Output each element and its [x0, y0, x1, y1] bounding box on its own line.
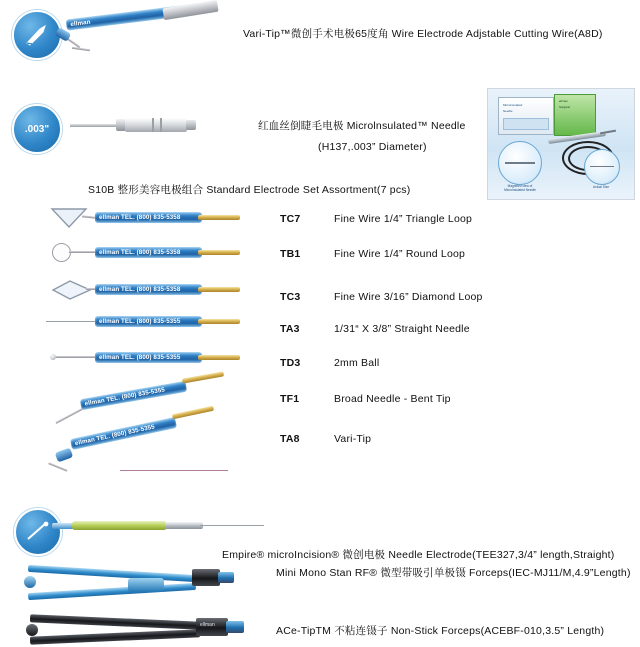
package-box-sub: Needle [503, 109, 513, 113]
package-green-title: ellman [559, 99, 568, 103]
tf1-bent-tip [55, 408, 82, 423]
needle-diameter-label: .003" [24, 123, 50, 135]
empire-base [52, 523, 74, 529]
td3-gold-tip [198, 355, 240, 360]
needle-end [186, 120, 196, 130]
needle-ring-2 [160, 118, 162, 132]
tc3-code: TC3 [280, 291, 301, 303]
tc3-handle-text: ellman TEL. (800) 835-5358 [99, 286, 181, 293]
actual-size-circle [584, 149, 620, 185]
ta3-needle [46, 321, 98, 322]
empire-caption: Empire® microIncision® 微创电极 Needle Electrode(TEE327,3/4” length,Straight) [222, 549, 615, 561]
tb1-gold-tip [198, 250, 240, 255]
ta3-gold-tip [198, 319, 240, 324]
tc7-code: TC7 [280, 213, 301, 225]
needle-diameter-badge [12, 104, 62, 154]
handle-text: ellman [70, 18, 91, 29]
vari-tip-badge [12, 10, 62, 60]
td3-handle-text: ellman TEL. (800) 835-5355 [99, 354, 181, 361]
td3-handle [95, 352, 202, 363]
triangle-loop-shape [48, 206, 90, 235]
vari-tip-caption: Vari-Tip™微创手术电极65度角 Wire Electrode Adjstable Cutting Wire(A8D) [243, 28, 603, 40]
needle-ring-1 [152, 118, 154, 132]
empire-collar [165, 522, 203, 529]
forceps-suction-port [128, 578, 164, 592]
package-photo [487, 88, 635, 200]
needle-caption-sub: (H137,.003” Diameter) [318, 141, 427, 153]
ace-connector-blue [226, 621, 244, 633]
tb1-handle [95, 247, 202, 258]
td3-code: TD3 [280, 357, 301, 369]
tc3-description: Fine Wire 3/16” Diamond Loop [334, 291, 483, 303]
td3-description: 2mm Ball [334, 357, 380, 369]
package-box-window [503, 118, 549, 130]
package-box-title: Microlnsulated [503, 103, 523, 107]
diamond-loop-shape [50, 278, 94, 307]
actual-size-caption: Actual Size [593, 185, 609, 189]
tf1-handle [80, 381, 187, 410]
needle-body [125, 118, 187, 132]
tb1-handle-text: ellman TEL. (800) 835-5358 [99, 249, 181, 256]
td3-wire [56, 356, 98, 358]
forceps-arm-lower [28, 583, 196, 600]
ace-tip-caption: ACe-TipTM 不粘连镊子 Non-Stick Forceps(ACEBF-010,3.5” Length) [276, 625, 605, 637]
ta3-handle [95, 316, 202, 327]
tb1-wire [69, 251, 97, 253]
ta3-handle-text: ellman TEL. (800) 835-5355 [99, 318, 181, 325]
empire-needle-shaft [200, 525, 264, 526]
magnified-caption: Magnified view of MicroInsulated Needle [504, 184, 536, 193]
tf1-code: TF1 [280, 393, 300, 405]
forceps-connector-black [192, 569, 220, 586]
mini-mono-caption: Mini Mono Stan RF® 微型带吸引单极镊 Forceps(IEC-MJ11/M,4.9”Length) [276, 567, 631, 579]
tc3-gold-tip [198, 287, 240, 292]
forceps-connector-blue [218, 572, 234, 583]
ace-arm-lower [30, 629, 200, 644]
needle-icon [25, 519, 51, 545]
tc3-handle [95, 284, 202, 295]
scalpel-icon [23, 21, 51, 49]
tc7-gold-tip [198, 215, 240, 220]
ace-hinge [26, 624, 38, 636]
ta8-wire [48, 462, 67, 471]
ta8-handle-text: ellman TEL. (800) 835-5355 [74, 423, 156, 448]
needle-shaft [70, 124, 118, 127]
magnified-needle [505, 162, 535, 164]
ta3-description: 1/31“ X 3/8” Straight Needle [334, 323, 470, 335]
package-box [498, 97, 554, 135]
tc7-handle-text: ellman TEL. (800) 835-5358 [99, 214, 181, 221]
ta8-description: Vari-Tip [334, 433, 372, 445]
round-loop-shape [52, 243, 71, 262]
tf1-gold-tip [182, 371, 224, 383]
ta8-gold-tip [172, 406, 214, 420]
tc7-handle [95, 212, 202, 223]
magnified-view-circle [498, 141, 542, 185]
tf1-description: Broad Needle - Bent Tip [334, 393, 451, 405]
ta8-code: TA8 [280, 433, 300, 445]
ta8-neck [55, 448, 73, 463]
ta8-handle [70, 417, 177, 450]
tc7-description: Fine Wire 1/4” Triangle Loop [334, 213, 473, 225]
ta8-thin-wire [120, 470, 228, 471]
ace-connector-label: ellman [200, 622, 215, 628]
forceps-arm-upper [28, 565, 196, 582]
needle-caption: 红血丝倒睫毛电极 Microlnsulated™ Needle [258, 120, 466, 132]
empire-badge [14, 508, 62, 556]
tb1-code: TB1 [280, 248, 301, 260]
actual-needle [590, 166, 614, 167]
standard-set-heading: S10B 整形美容电极组合 Standard Electrode Set Assortment(7 pcs) [88, 184, 411, 196]
tb1-description: Fine Wire 1/4” Round Loop [334, 248, 466, 260]
electrode-wire-tip [72, 47, 90, 51]
tf1-handle-text: ellman TEL. (800) 835-5355 [84, 386, 166, 408]
package-green [554, 94, 596, 136]
ace-arm-upper [30, 614, 200, 629]
electrode-collar [162, 0, 218, 20]
ta3-code: TA3 [280, 323, 300, 335]
empire-body [72, 521, 167, 530]
package-green-sub: Surgical [559, 105, 570, 109]
forceps-hinge [24, 576, 36, 588]
